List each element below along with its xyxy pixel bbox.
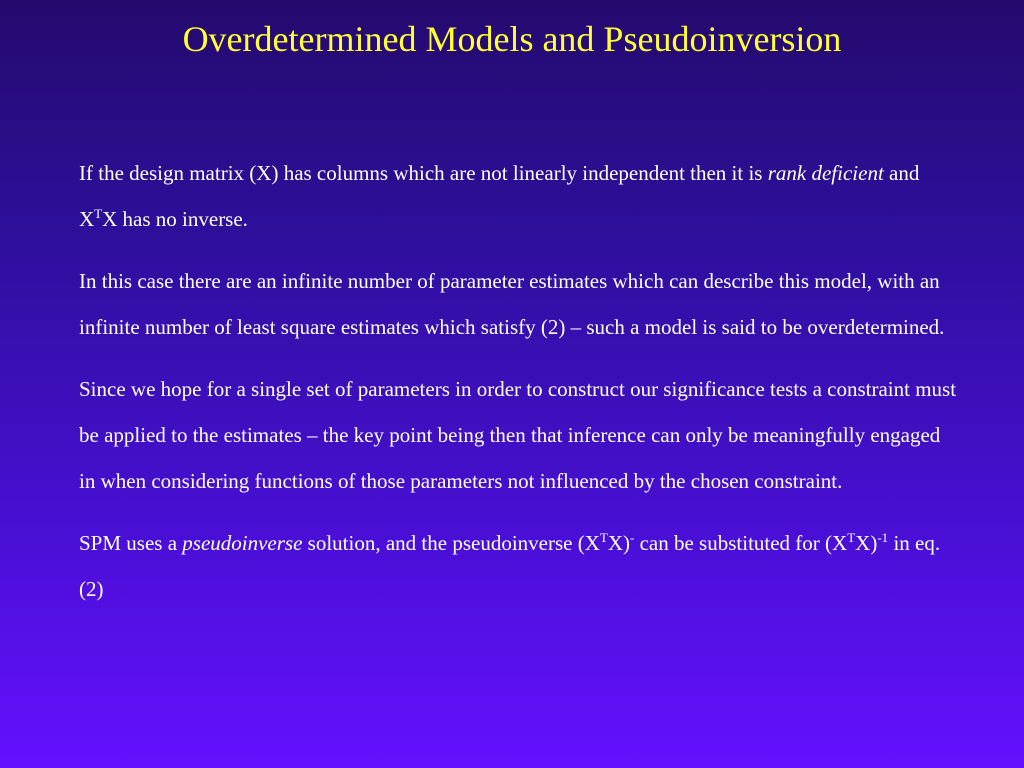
p4-text-d: can be substituted for (X bbox=[634, 531, 848, 555]
p1-superscript: T bbox=[94, 206, 103, 221]
p4-italic-term: pseudoinverse bbox=[182, 531, 303, 555]
paragraph-constraint: Since we hope for a single set of parameters in order to construct our significance tests a constraint must be applied to the estimates – the key point being then that inference can only be meaningfully engaged in when considering functions of those parameters not influenced by the chosen constraint. bbox=[79, 377, 957, 493]
p4-superscript-2: - bbox=[630, 530, 635, 545]
p1-text-a: If the design matrix (X) has columns which are not linearly independent then it is bbox=[79, 161, 768, 185]
p1-text-b: and X bbox=[79, 161, 920, 231]
paragraph-pseudoinverse bbox=[79, 520, 959, 612]
p1-text-c: X has no inverse. bbox=[102, 207, 248, 231]
p4-superscript-1: T bbox=[599, 530, 608, 545]
slide-body bbox=[79, 150, 959, 612]
p4-text-c: X) bbox=[607, 531, 630, 555]
p4-superscript-4: -1 bbox=[877, 530, 889, 545]
paragraph-infinite-estimates: In this case there are an infinite number of parameter estimates which can describe this model, with an infinite number of least square estimates which satisfy (2) – such a model is said to be overdetermined. bbox=[79, 269, 945, 339]
p4-text-f: in eq. (2) bbox=[79, 531, 941, 601]
p4-text-a: SPM uses a bbox=[79, 531, 183, 555]
p4-superscript-3: T bbox=[847, 530, 856, 545]
paragraph-rank-deficient bbox=[79, 150, 959, 242]
p1-italic-term: rank deficient bbox=[767, 161, 884, 185]
p4-text-b: solution, and the pseudoinverse (X bbox=[302, 531, 600, 555]
p4-text-e: X) bbox=[855, 531, 878, 555]
slide-title: Overdetermined Models and Pseudoinversion bbox=[182, 19, 842, 59]
